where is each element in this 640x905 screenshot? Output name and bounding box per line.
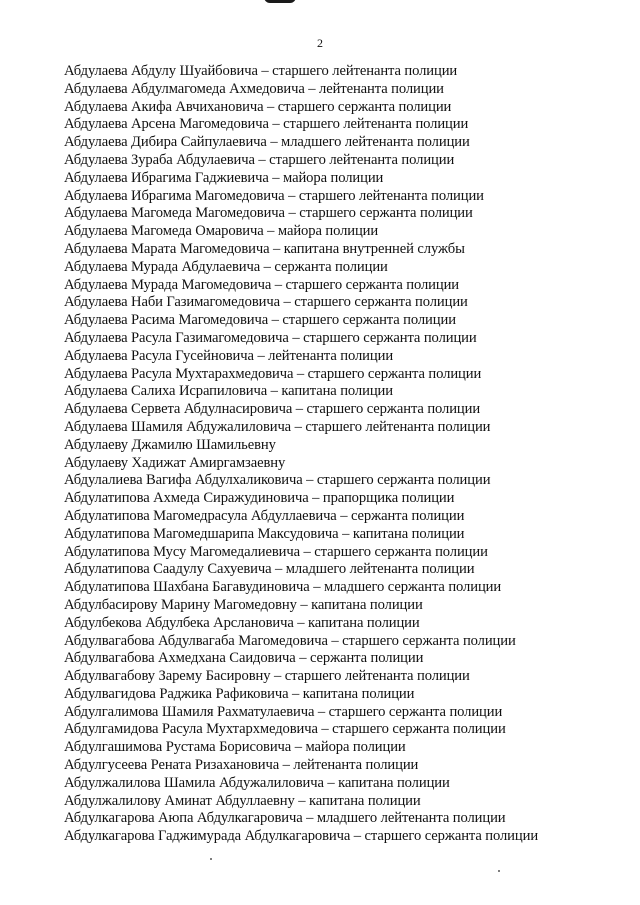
list-item: Абдулаева Магомеда Омаровича – майора полиции [64,223,379,240]
list-item: Абдулжалилова Шамила Абдужалиловича – капитана полиции [64,774,450,791]
list-item: Абдулкагарова Аюпа Абдулкагаровича – младшего лейтенанта полиции [64,810,506,827]
list-item: Абдулаева Расула Газимагомедовича – старшего сержанта полиции [64,329,477,346]
list-item: Абдулаева Наби Газимагомедовича – старшего сержанта полиции [64,294,468,311]
list-item: Абдулатипова Мусу Магомедалиевича – старшего сержанта полиции [64,543,488,560]
list-item: Абдулаеву Хадижат Амиргамзаевну [64,454,286,471]
list-item: Абдулатипова Саадулу Сахуевича – младшего лейтенанта полиции [64,561,475,578]
list-item: Абдулкагарова Гаджимурада Абдулкагаровича – старшего сержанта полиции [64,828,539,845]
list-item: Абдулаева Мурада Магомедовича – старшего сержанта полиции [64,276,459,293]
list-item: Абдулаева Арсена Магомедовича – старшего лейтенанта полиции [64,116,469,133]
scan-artifact [264,0,296,3]
list-item: Абдулатипова Магомедшарипа Максудовича – капитана полиции [64,525,465,542]
list-item: Абдулбасирову Марину Магомедовну – капитана полиции [64,596,423,613]
award-list [64,63,624,846]
list-item: Абдулаева Магомеда Магомедовича – старшего сержанта полиции [64,205,473,222]
list-item: Абдулаева Дибира Сайпулаевича – младшего лейтенанта полиции [64,134,470,151]
list-item: Абдулвагабова Абдулвагаба Магомедовича – старшего сержанта полиции [64,632,516,649]
list-item: Абдулаева Сервета Абдулнасировича – старшего сержанта полиции [64,401,481,418]
list-item: Абдулаева Ибрагима Магомедовича – старшего лейтенанта полиции [64,187,484,204]
list-item: Абдулаева Расула Мухтарахмедовича – старшего сержанта полиции [64,365,482,382]
list-item: Абдулаева Зураба Абдулаевича – старшего лейтенанта полиции [64,151,455,168]
list-item: Абдулаева Абдулмагомеда Ахмедовича – лейтенанта полиции [64,80,444,97]
list-item: Абдулаева Ибрагима Гаджиевича – майора полиции [64,169,384,186]
list-item: Абдулалиева Вагифа Абдулхаликовича – старшего сержанта полиции [64,472,491,489]
list-item: Абдулаева Расула Гусейновича – лейтенанта полиции [64,347,394,364]
list-item: Абдулаева Мурада Абдулаевича – сержанта полиции [64,258,388,275]
scan-speck [210,858,212,860]
list-item: Абдулгамидова Расула Мухтархмедовича – старшего сержанта полиции [64,721,506,738]
list-item: Абдулаева Расима Магомедовича – старшего сержанта полиции [64,312,456,329]
list-item: Абдулвагабова Ахмедхана Саидовича – сержанта полиции [64,650,424,667]
list-item: Абдулвагабову Зарему Басировну – старшего лейтенанта полиции [64,668,470,685]
list-item: Абдулгашимова Рустама Борисовича – майора полиции [64,739,406,756]
list-item: Абдулжалилову Аминат Абдуллаевну – капитана полиции [64,792,421,809]
list-item: Абдулгусеева Рената Ризахановича – лейтенанта полиции [64,757,419,774]
list-item: Абдулаева Абдулу Шуайбовича – старшего лейтенанта полиции [64,63,458,79]
list-item: Абдулаева Шамиля Абдужалиловича – старшего лейтенанта полиции [64,418,491,435]
list-item: Абдулатипова Магомедрасула Абдуллаевича – сержанта полиции [64,507,465,524]
list-item: Абдулатипова Ахмеда Сиражудиновича – прапорщика полиции [64,490,455,507]
list-item: Абдулаеву Джамилю Шамильевну [64,436,276,453]
list-item: Абдулбекова Абдулбека Арслановича – капитана полиции [64,614,420,631]
page-number: 2 [317,36,323,50]
scan-speck [498,870,500,872]
list-item: Абдулаева Салиха Исрапиловича – капитана полиции [64,383,393,400]
list-item: Абдулаева Акифа Авчихановича – старшего сержанта полиции [64,98,452,115]
list-item: Абдулаева Марата Магомедовича – капитана внутренней службы [64,240,465,257]
list-item: Абдулвагидова Раджика Рафиковича – капитана полиции [64,685,415,702]
list-item: Абдулатипова Шахбана Багавудиновича – младшего сержанта полиции [64,579,502,596]
list-item: Абдулгалимова Шамиля Рахматулаевича – старшего сержанта полиции [64,703,503,720]
